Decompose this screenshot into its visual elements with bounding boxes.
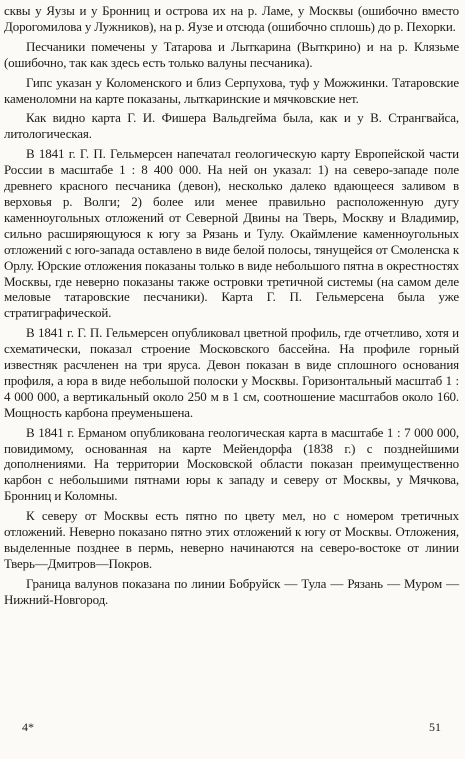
paragraph: Граница валунов показана по линии Бобруйск — Тула — Рязань — Муром — Нижний-Новгород. xyxy=(4,575,459,607)
paragraph: К северу от Москвы есть пятно по цвету мел, но с номером третичных отложений. Неверно показано пятно этих отложений к югу от Москвы. Отложения, выделенные позднее в пермь, неверно начинаются на северо-востоке от линии Тверь—Дмитров—Покров. xyxy=(4,508,459,571)
paragraph: Песчаники помечены у Татарова и Лыткарина (Выткрино) и на р. Клязьме (ошибочно, так как здесь есть только валуны песчаника). xyxy=(4,38,459,70)
paragraph: сквы у Яузы и у Бронниц и острова их на р. Ламе, у Москвы (ошибочно вместо Дорогомилова у Лужников), на р. Яузе и отсюда (ошибочно сплошь) до р. Пехорки. xyxy=(4,3,459,34)
paragraph: Как видно карта Г. И. Фишера Вальдгейма была, как и у В. Странгвайса, литологическая. xyxy=(4,110,459,142)
paragraph: В 1841 г. Г. П. Гельмерсен напечатал геологическую карту Европейской части России в масштабе 1 : 8 400 000. На ней он указал: 1) на северо-западе поле древнего красного песчаника (девон), несколько далеко вдающееся заливом в верховья р. Волги; 2) более или менее правильно расположенную дугу каменноугольных отложений от Северной Двины на Тверь, Москву и Владимир, сильно расширяющуюся к югу за Рязань и Тулу. Окаймление каменноугольных отложений с юго-запада оставлено в виде белой полосы, тянущейся от Смоленска к Орлу. Юрские отложения показаны только в виде небольшого пятна в окрестностях Москвы, где неверно показаны также островки третичной системы (на самом деле меловые татаровские песчаники). Карта Г. П. Гельмерсена была уже стратиграфической. xyxy=(4,146,459,321)
page-number: 51 xyxy=(429,720,441,734)
paragraph: Гипс указан у Коломенского и близ Серпухова, туф у Можжинки. Татаровские каменоломни на карте показаны, лыткаринские и мячковские нет. xyxy=(4,74,459,106)
paragraph: В 1841 г. Г. П. Гельмерсен опубликовал цветной профиль, где отчетливо, хотя и схематически, показал строение Московского бассейна. На профиле горный известняк расчленен на три яруса. Девон показан в виде сплошного основания профиля, а юра в виде небольшой полоски у Москвы. Горизонтальный масштаб 1 : 4 000 000, а вертикальный около 250 м в 1 см, соотношение масштабов около 160. Мощность карбона преуменьшена. xyxy=(4,325,459,420)
page-footer xyxy=(0,718,465,736)
page-body xyxy=(4,3,459,612)
signature-mark: 4* xyxy=(22,720,34,734)
paragraph: В 1841 г. Ерманом опубликована геологическая карта в масштабе 1 : 7 000 000, повидимому, основанная на карте Мейендорфа (1838 г.) с позднейшими дополнениями. На территории Московской области показан преимущественно карбон с небольшими пятнами юры к западу и северу от Москвы, у Мячкова, Бронниц и Коломны. xyxy=(4,424,459,504)
